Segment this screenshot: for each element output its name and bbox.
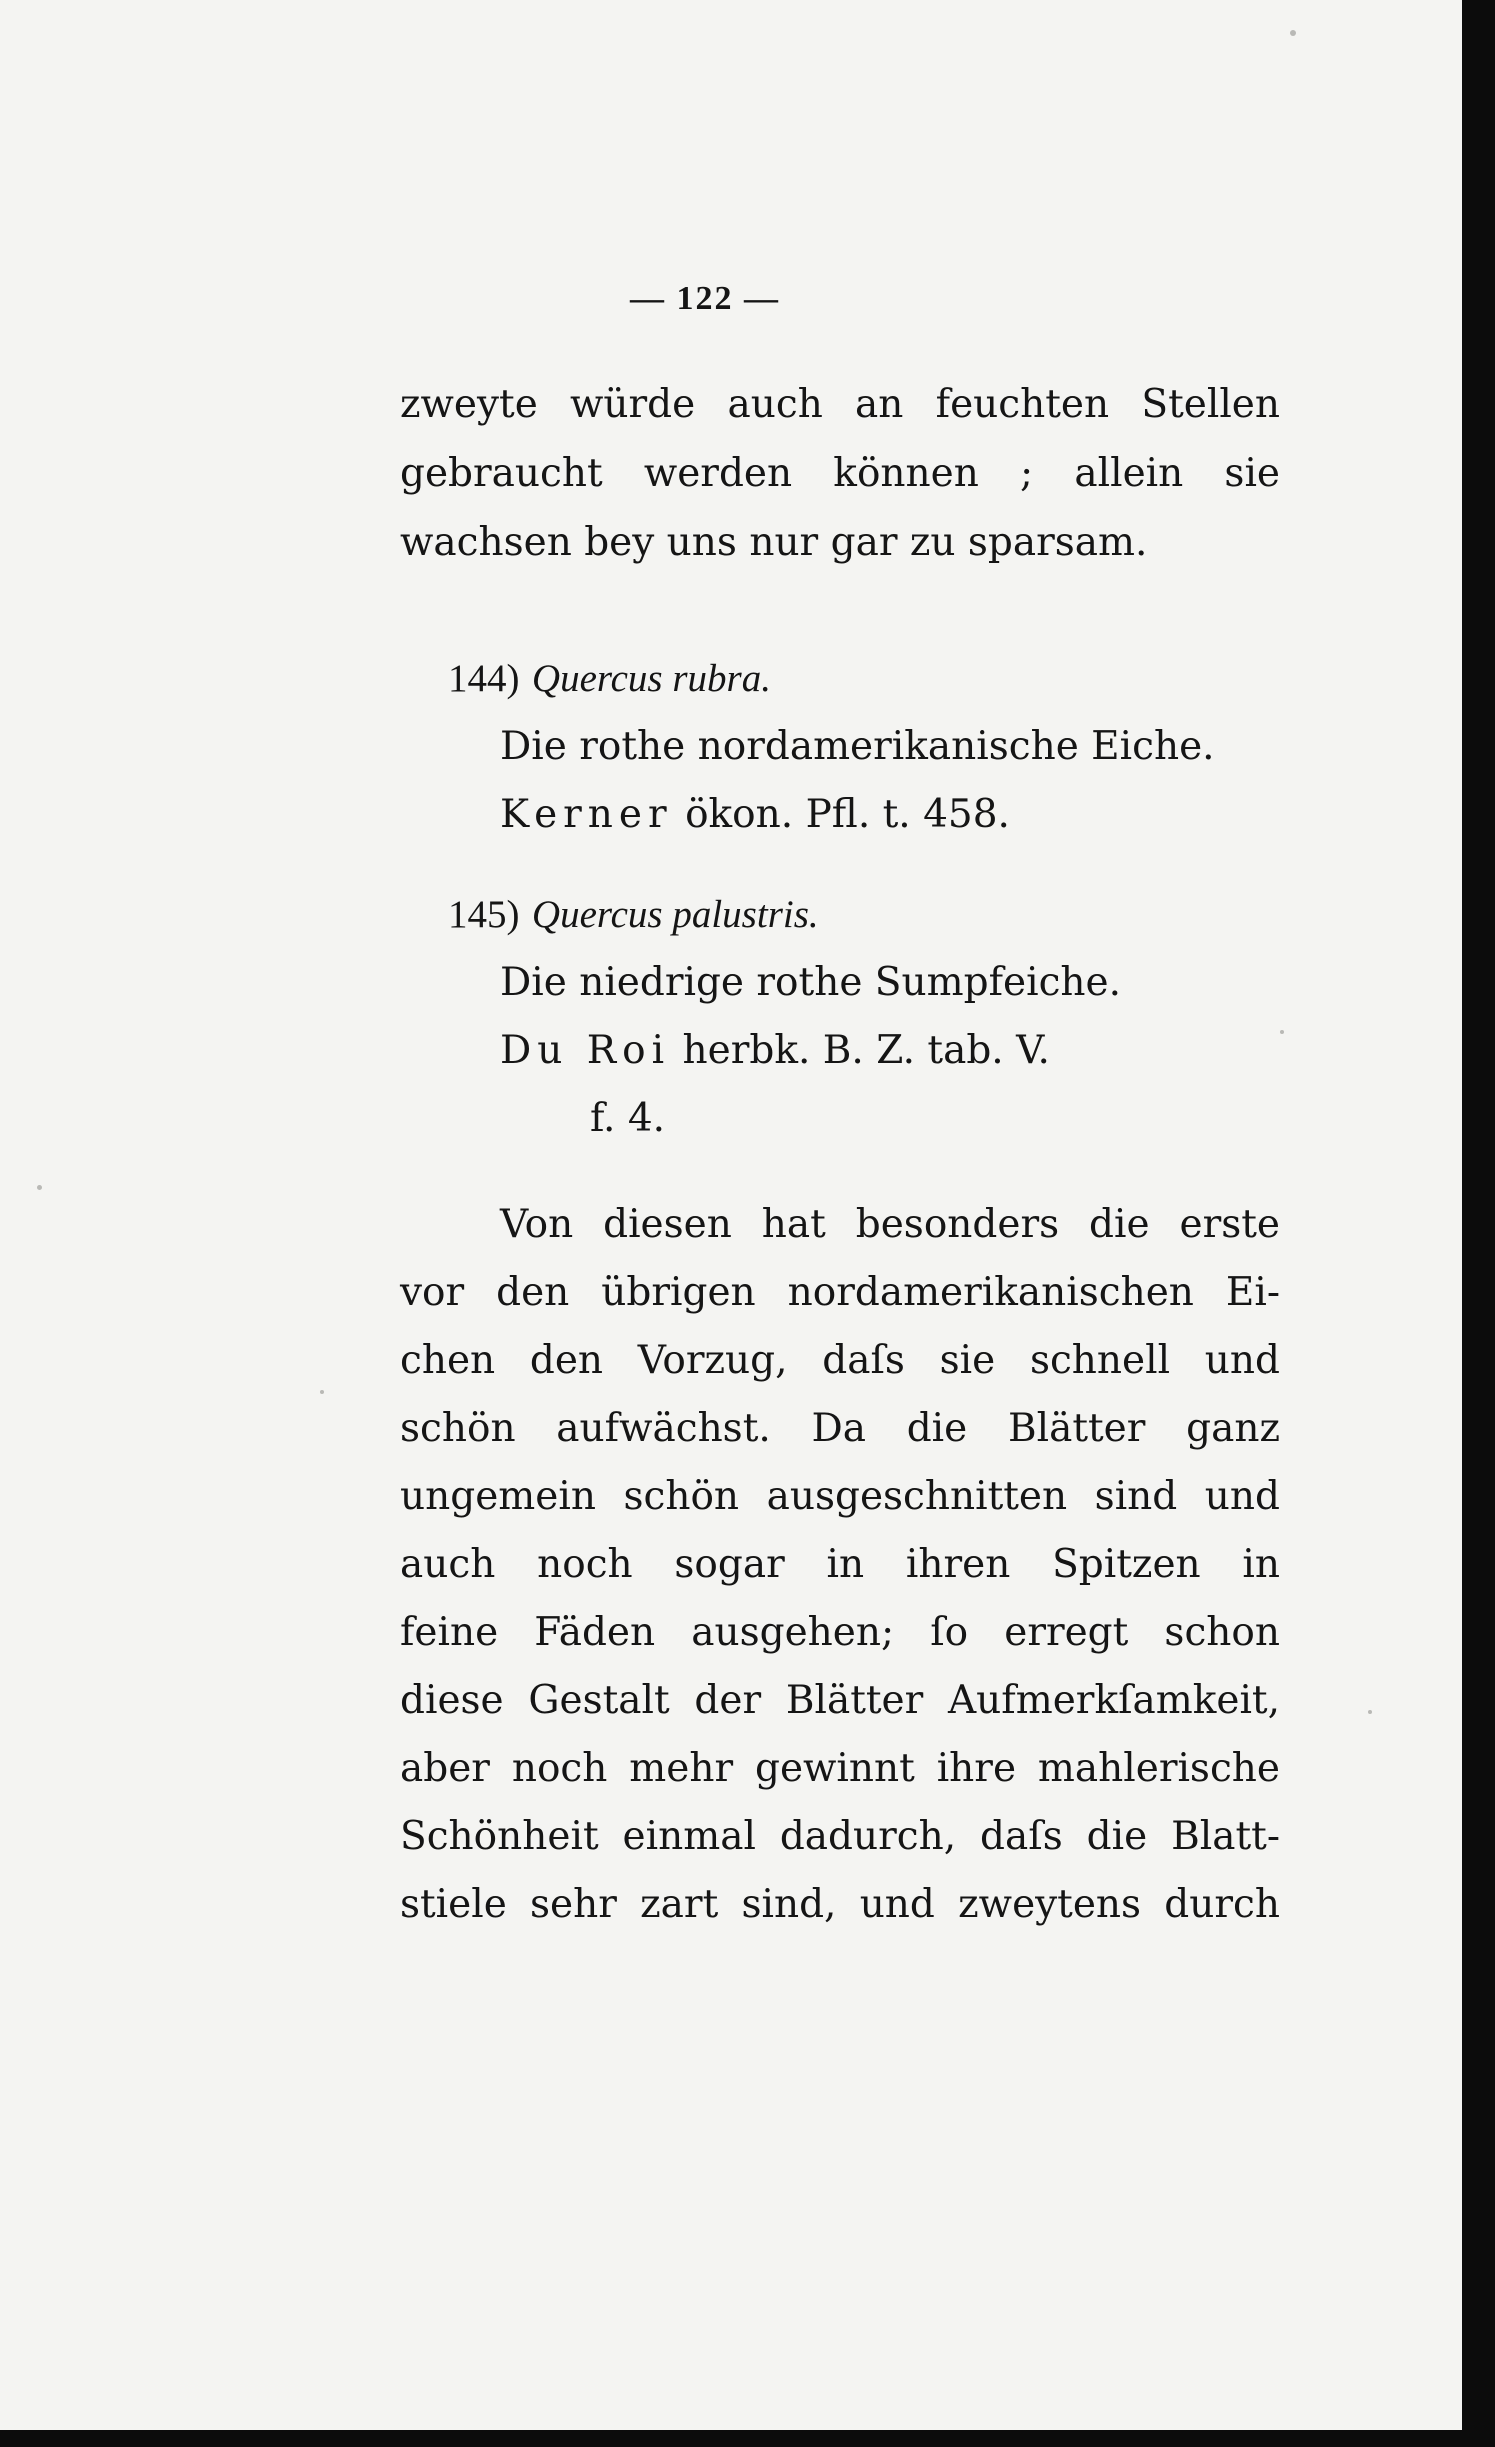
paper-speck [1368, 1710, 1372, 1714]
text-line: feine Fäden ausgehen; ſo erregt schon [400, 1610, 1280, 1655]
reference-author: Kerner [500, 792, 673, 837]
reference-author: Du Roi [500, 1028, 671, 1073]
latin-name: Quercus palustris. [531, 893, 819, 936]
scan-border-bottom [0, 2430, 1495, 2447]
text-line: diese Gestalt der Blätter Aufmerkſamkeit, [400, 1678, 1280, 1723]
reference [500, 1028, 1050, 1074]
paper-speck [320, 1390, 324, 1394]
entry-number: 145) [448, 893, 520, 936]
common-name: Die rothe nordamerikanische Eiche. [500, 724, 1215, 769]
page-number-header: — 122 — [630, 280, 780, 317]
text-line: ungemein schön ausgeschnitten sind und [400, 1474, 1280, 1519]
latin-name: Quercus rubra. [531, 657, 771, 700]
text-line: Schönheit einmal dadurch, daſs die Blatt- [400, 1814, 1280, 1859]
paper-speck [37, 1185, 42, 1190]
entry-145-heading [448, 892, 819, 938]
text-line: wachsen bey uns nur gar zu sparsam. [400, 520, 1148, 565]
text-line: Von diesen hat besonders die erste [500, 1202, 1280, 1247]
paper-speck [1290, 30, 1296, 36]
text-line: zweyte würde auch an feuchten Stellen [400, 382, 1280, 427]
reference-continuation: f. 4. [590, 1096, 666, 1141]
text-line: gebraucht werden können ; allein sie [400, 451, 1280, 496]
text-line: aber noch mehr gewinnt ihre mahlerische [400, 1746, 1280, 1791]
entry-144-heading [448, 656, 771, 702]
reference-detail: herbk. B. Z. tab. V. [682, 1028, 1050, 1073]
text-line: chen den Vorzug, daſs sie schnell und [400, 1338, 1280, 1383]
common-name: Die niedrige rothe Sumpfeiche. [500, 960, 1122, 1005]
reference-detail: ökon. Pfl. t. 458. [685, 792, 1010, 837]
scan-border-right [1462, 0, 1495, 2447]
text-line: auch noch sogar in ihren Spitzen in [400, 1542, 1280, 1587]
entry-number: 144) [448, 657, 520, 700]
text-line: schön aufwächst. Da die Blätter ganz [400, 1406, 1280, 1451]
text-line: stiele sehr zart sind, und zweytens durch [400, 1882, 1280, 1927]
text-line: vor den übrigen nordamerikanischen Ei- [400, 1270, 1280, 1315]
paper-speck [1280, 1030, 1284, 1034]
reference [500, 792, 1010, 838]
